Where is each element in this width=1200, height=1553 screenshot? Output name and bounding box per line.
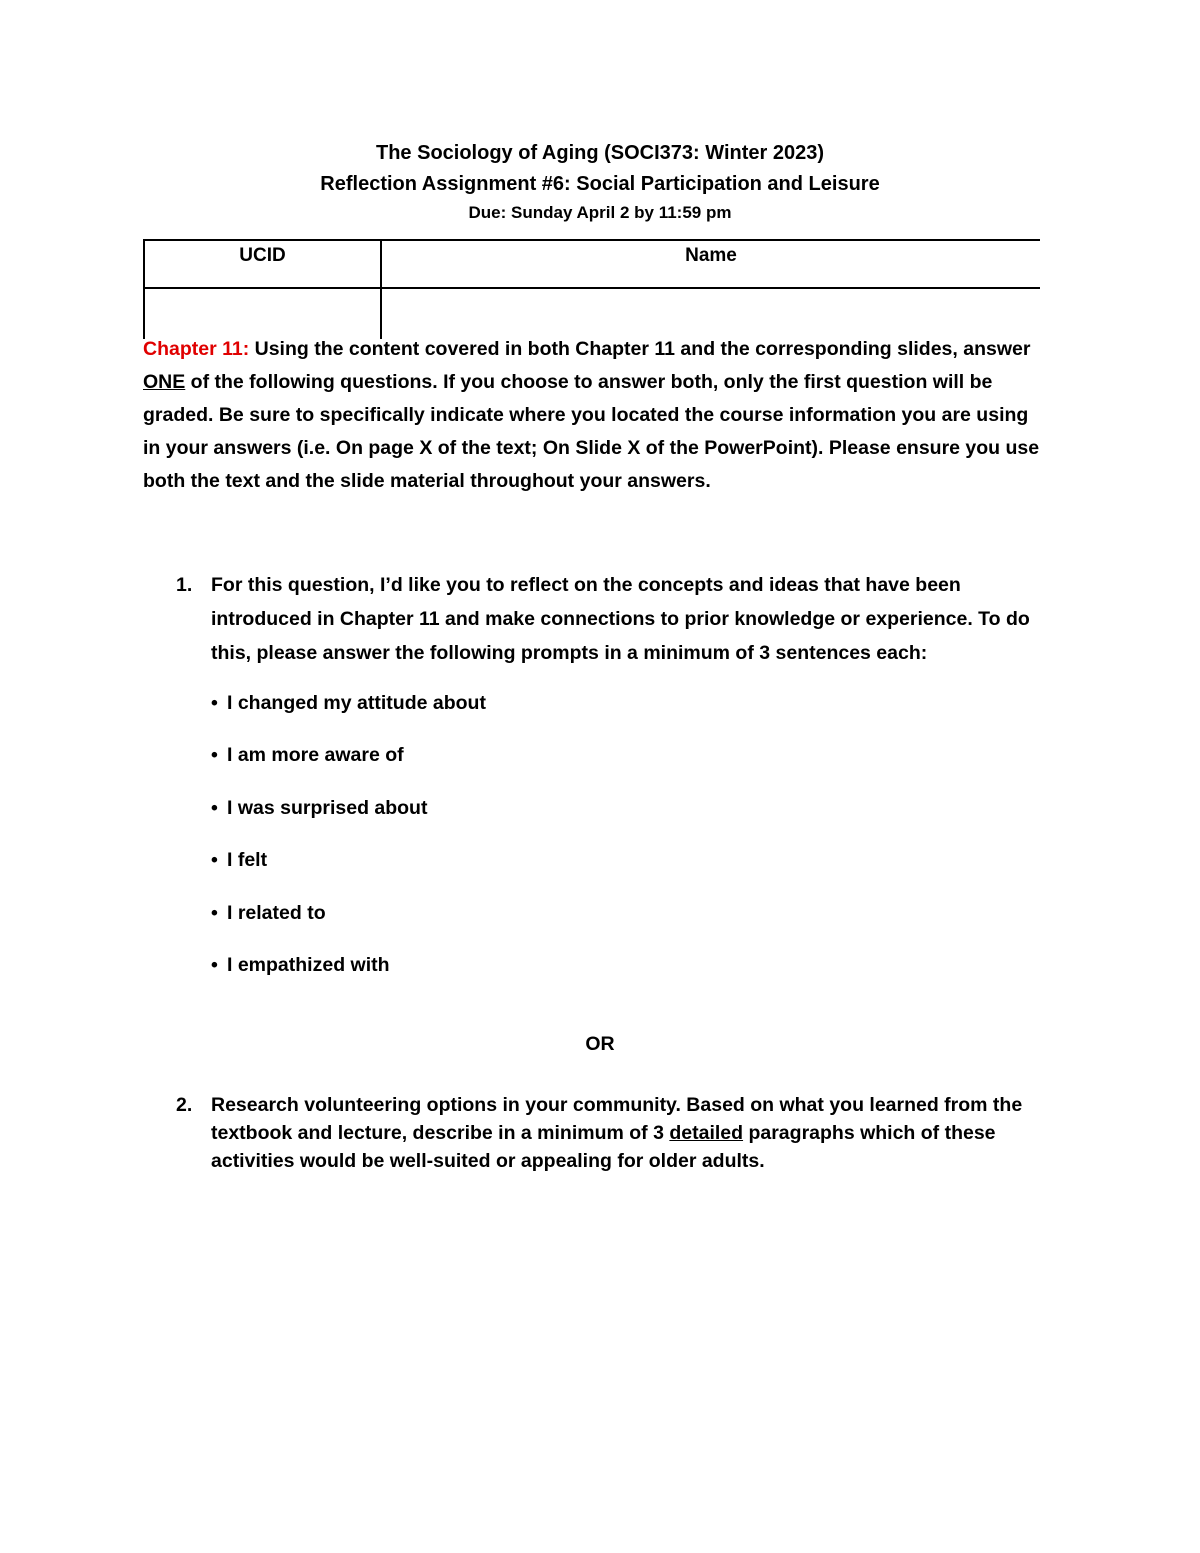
prompt-text: I changed my attitude about (227, 692, 486, 714)
list-item (211, 845, 811, 897)
course-title: The Sociology of Aging (SOCI373: Winter 2023) (375, 142, 825, 164)
list-item (211, 740, 811, 792)
instructions-text-a: Using the content covered in both Chapter 11 and the corresponding slides, answer (249, 338, 1031, 360)
question-2-number: 2. (176, 1094, 193, 1116)
question-1-text: For this question, I’d like you to reflect on the concepts and ideas that have been introduced in Chapter 11 and make connections to prior knowledge or experience. To do this, please answer the following prompts in a minimum of 3 sentences each: (211, 574, 1030, 664)
bullet-icon: • (211, 901, 218, 924)
prompt-text: I related to (227, 901, 326, 924)
instructions-paragraph (143, 333, 1048, 498)
question-2-text-b: paragraphs which of these activities would be well-suited or appealing for older adults. (211, 1122, 996, 1172)
ucid-header: UCID (239, 245, 286, 266)
table-left-border-lower (143, 289, 145, 339)
table-top-rule (143, 239, 1040, 241)
list-item (211, 793, 811, 845)
prompt-text: I empathized with (227, 953, 390, 976)
student-info-table (143, 239, 1040, 339)
bullet-icon: • (211, 692, 218, 714)
prompt-text: I was surprised about (227, 796, 428, 819)
prompt-text: I felt (227, 849, 268, 872)
bullet-icon: • (211, 849, 218, 872)
bullet-icon: • (211, 744, 218, 767)
list-item (211, 688, 811, 740)
question-2-text (211, 1091, 1051, 1175)
question-2-emphasis: detailed (669, 1122, 744, 1144)
bullet-icon: • (211, 796, 218, 819)
instructions-emphasis: ONE (143, 371, 186, 393)
prompt-list (211, 688, 811, 1002)
prompt-text: I am more aware of (227, 744, 404, 767)
bullet-icon: • (211, 953, 218, 976)
question-2-text-a: Research volunteering options in your community. Based on what you learned from the textbook and lecture, describe in a minimum of 3 (211, 1094, 1023, 1144)
list-item (211, 898, 811, 950)
due-date: Due: Sunday April 2 by 11:59 pm (468, 203, 732, 222)
instructions-text-b: of the following questions. If you choose to answer both, only the first question will be graded. Be sure to specifically indicate where you located the course information you are using in your answers (i.e. On page X of the text; On Slide X of the PowerPoint). Please ensure you use both the text and the slide material throughout your answers. (143, 371, 1040, 492)
name-header: Name (685, 245, 737, 266)
chapter-label: Chapter 11: (143, 338, 250, 360)
list-item (211, 950, 811, 1002)
or-separator: OR (585, 1033, 615, 1055)
question-1-number: 1. (176, 574, 193, 596)
table-header-rule (143, 287, 1040, 289)
assignment-title: Reflection Assignment #6: Social Participation and Leisure (320, 173, 880, 195)
